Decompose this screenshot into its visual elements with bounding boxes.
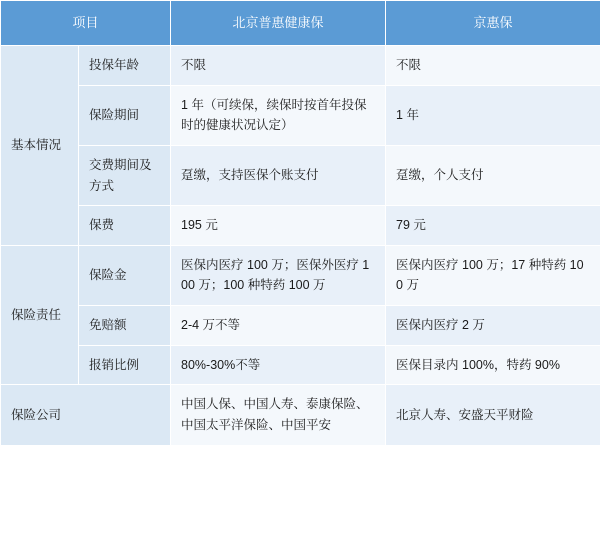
table-row: [1, 46, 600, 86]
table-row: [1, 245, 600, 305]
cell-deductible-product-b: 医保内医疗 2 万: [386, 306, 600, 346]
cell-payment-product-b: 趸缴，个人支付: [386, 145, 600, 205]
group-label-basic: 基本情况: [1, 46, 79, 246]
table-body: [1, 46, 600, 446]
group-label-liability: 保险责任: [1, 245, 79, 385]
table-row: [1, 206, 600, 246]
row-label-benefit: 保险金: [79, 245, 171, 305]
table-row: [1, 85, 600, 145]
cell-reimbursement-product-a: 80%-30%不等: [171, 345, 386, 385]
table-row: [1, 145, 600, 205]
cell-premium-product-a: 195 元: [171, 206, 386, 246]
cell-benefit-product-b: 医保内医疗 100 万；17 种特药 100 万: [386, 245, 600, 305]
cell-period-product-a: 1 年（可续保，续保时按首年投保时的健康状况认定）: [171, 85, 386, 145]
group-label-company: 保险公司: [1, 385, 171, 445]
table-row: [1, 306, 600, 346]
cell-period-product-b: 1 年: [386, 85, 600, 145]
cell-deductible-product-a: 2-4 万不等: [171, 306, 386, 346]
table-row: [1, 385, 600, 445]
column-header-item: 项目: [1, 1, 171, 46]
row-label-period: 保险期间: [79, 85, 171, 145]
row-label-reimbursement: 报销比例: [79, 345, 171, 385]
cell-payment-product-a: 趸缴，支持医保个账支付: [171, 145, 386, 205]
cell-age-product-b: 不限: [386, 46, 600, 86]
cell-age-product-a: 不限: [171, 46, 386, 86]
column-header-product-b: 京惠保: [386, 1, 600, 46]
row-label-deductible: 免赔额: [79, 306, 171, 346]
row-label-premium: 保费: [79, 206, 171, 246]
column-header-product-a: 北京普惠健康保: [171, 1, 386, 46]
table-row: [1, 345, 600, 385]
row-label-age: 投保年龄: [79, 46, 171, 86]
cell-benefit-product-a: 医保内医疗 100 万；医保外医疗 100 万；100 种特药 100 万: [171, 245, 386, 305]
row-label-payment: 交费期间及方式: [79, 145, 171, 205]
table-header-row: [1, 1, 600, 46]
cell-company-product-a: 中国人保、中国人寿、泰康保险、中国太平洋保险、中国平安: [171, 385, 386, 445]
cell-reimbursement-product-b: 医保目录内 100%，特药 90%: [386, 345, 600, 385]
cell-company-product-b: 北京人寿、安盛天平财险: [386, 385, 600, 445]
cell-premium-product-b: 79 元: [386, 206, 600, 246]
